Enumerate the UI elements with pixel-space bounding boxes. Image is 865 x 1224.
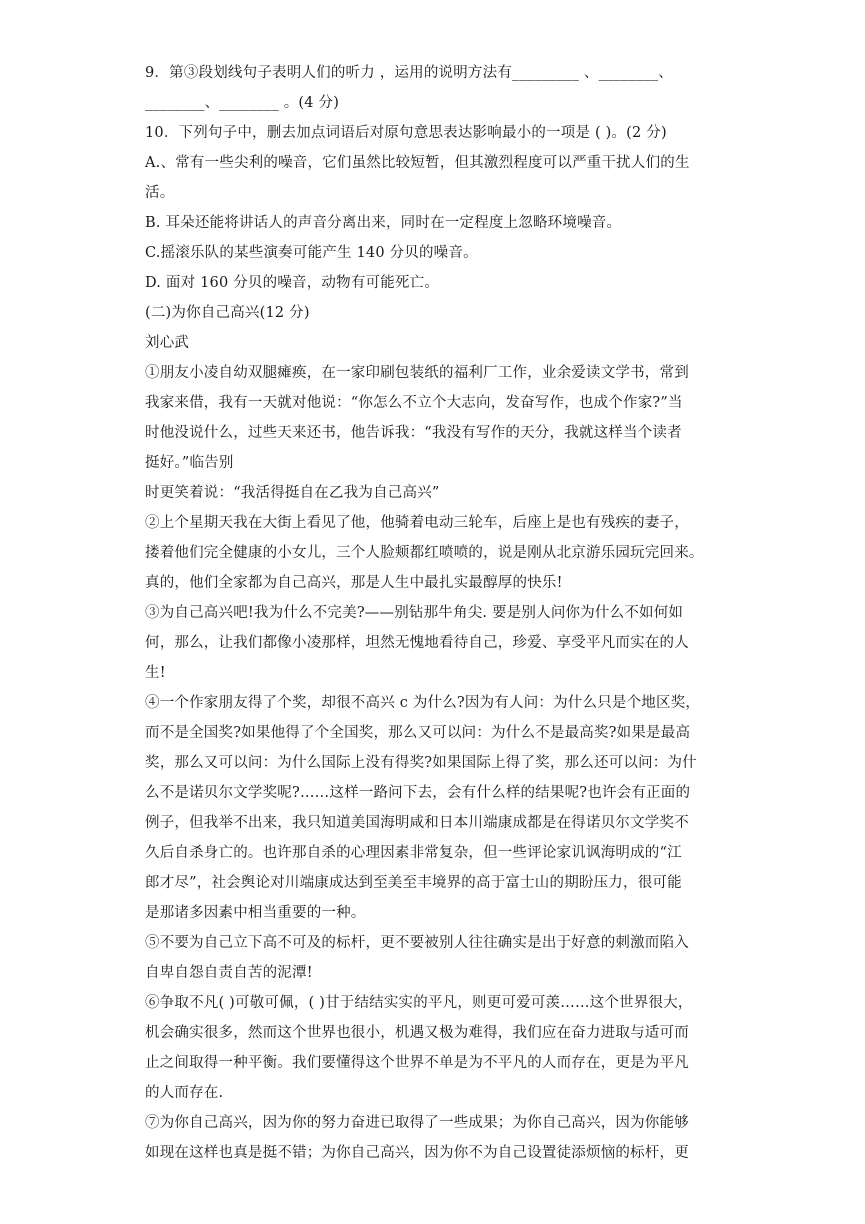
paragraph-1-line-3: 时他没说什么，过些天来还书，他告诉我：“我没有写作的天分，我就这样当个读者 xyxy=(145,425,682,441)
paragraph-4-line-1: ④一个作家朋友得了个奖，却很不高兴 c 为什么?因为有人问：为什么只是个地区奖， xyxy=(145,695,701,711)
paragraph-6-line-3: 止之间取得一种平衡。我们要懂得这个世界不单是为不平凡的人而存在，更是为平凡 xyxy=(145,1055,689,1071)
paragraph-2-line-1: ②上个星期天我在大街上看见了他，他骑着电动三轮车，后座上是也有残疾的妻子， xyxy=(145,515,689,531)
paragraph-4-line-5: 例子，但我举不出来，我只知道美国海明咸和日本川端康成都是在得诺贝尔文学奖不 xyxy=(145,815,689,831)
paragraph-6-line-2: 机会确实很多，然而这个世界也很小，机遇又极为难得，我们应在奋力进取与适可而 xyxy=(145,1025,689,1041)
question-10-stem: 10．下列句子中，删去加点词语后对原句意思表达影响最小的一项是 ( )。(2 分) xyxy=(145,125,667,141)
paragraph-4-line-8: 是那诸多因素中相当重要的一种。 xyxy=(145,905,366,921)
paragraph-1-line-2: 我家来借，我有一天就对他说：“你怎么不立个大志向，发奋写作，也成个作家?”当 xyxy=(145,395,683,411)
paragraph-7-line-2: 如现在这样也真是挺不错；为你自己高兴，因为你不为自己设置徒添烦恼的标杆，更 xyxy=(145,1145,689,1161)
paragraph-4-line-7: 郎才尽”，社会舆论对川端康成达到至美至丰境界的高于富士山的期盼压力，很可能 xyxy=(145,875,682,891)
paragraph-4-line-2: 而不是全国奖?如果他得了个全国奖，那么又可以问：为什么不是最高奖?如果是最高 xyxy=(145,725,691,741)
paragraph-4-line-3: 奖，那么又可以问：为什么国际上没有得奖?如果国际上得了奖，那么还可以问：为什 xyxy=(145,755,697,771)
paragraph-4-line-4: 么不是诺贝尔文学奖呢?……这样一路问下去，会有什么样的结果呢?也许会有正面的 xyxy=(145,785,691,801)
paragraph-4-line-6: 久后自杀身亡的。也许那自杀的心理因素非常复杂，但一些评论家讥讽海明成的“江 xyxy=(145,845,682,861)
paragraph-5-line-1: ⑤不要为自己立下高不可及的标杆，更不要被别人往往确实是出于好意的刺激而陷入 xyxy=(145,935,689,951)
paragraph-1-line-4: 挺好。”临告别 xyxy=(145,455,234,471)
paragraph-7-line-1: ⑦为你自己高兴，因为你的努力奋进已取得了一些成果；为你自己高兴，因为你能够 xyxy=(145,1115,689,1131)
document-page xyxy=(145,58,725,1168)
paragraph-3-line-1: ③为自己高兴吧!我为什么不完美?——别钻那牛角尖. 要是别人问你为什么不如何如 xyxy=(145,605,684,621)
question-9-line-2: ________、________ 。(4 分) xyxy=(145,95,340,111)
question-9-line-1: 9．第③段划线句子表明人们的听力 ，运用的说明方法有_________ 、________、 xyxy=(145,65,673,81)
paragraph-3-line-2: 何，那么，让我们都像小凌那样，坦然无愧地看待自己，珍爱、享受平凡而实在的人 xyxy=(145,635,689,651)
option-d: D. 面对 160 分贝的噪音，动物有可能死亡。 xyxy=(145,275,440,291)
section-heading: (二)为你自己高兴(12 分) xyxy=(145,305,310,321)
option-c: C.摇滚乐队的某些演奏可能产生 140 分贝的噪音。 xyxy=(145,245,478,261)
option-b: B. 耳朵还能将讲话人的声音分离出来，同时在一定程度上忽略环境噪音。 xyxy=(145,215,622,231)
paragraph-6-line-1: ⑥争取不凡( )可敬可佩，( )甘于结结实实的平凡，则更可爱可羡……这个世界很大， xyxy=(145,995,693,1011)
option-a-line-2: 活。 xyxy=(145,185,175,201)
author-name: 刘心武 xyxy=(145,335,190,351)
paragraph-1-line-5: 时更笑着说：“我活得挺自在乙我为自己高兴” xyxy=(145,485,440,501)
paragraph-2-line-2: 搂着他们完全健康的小女儿，三个人脸颊都红喷喷的，说是刚从北京游乐园玩完回来。 xyxy=(145,545,704,561)
paragraph-1-line-1: ①朋友小凌自幼双腿瘫痪，在一家印刷包装纸的福利厂工作，业余爱读文学书，常到 xyxy=(145,365,689,381)
paragraph-2-line-3: 真的，他们全家都为自己高兴，那是人生中最扎实最醇厚的快乐! xyxy=(145,575,563,591)
paragraph-5-line-2: 自卑自怨自责自苦的泥潭! xyxy=(145,965,313,981)
paragraph-6-line-4: 的人而存在. xyxy=(145,1085,224,1101)
option-a-line-1: A.、常有一些尖利的噪音，它们虽然比较短暂，但其激烈程度可以严重干扰人们的生 xyxy=(145,155,690,171)
paragraph-3-line-3: 生! xyxy=(145,665,166,681)
